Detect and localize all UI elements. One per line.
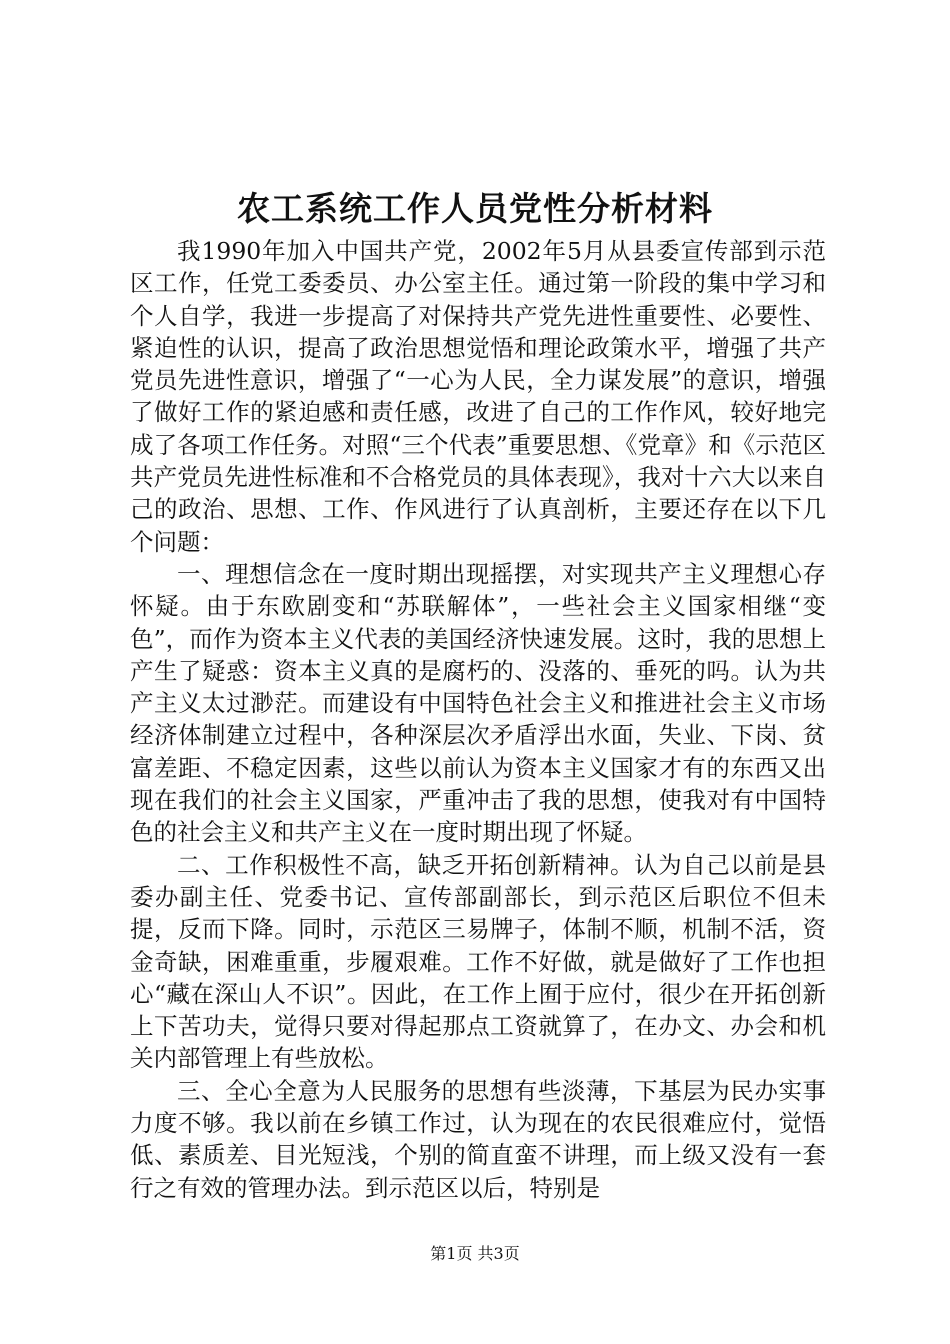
- paragraph-point-2: 二、工作积极性不高，缺乏开拓创新精神。认为自己以前是县委办副主任、党委书记、宣传部副部长，到示范区后职位不但未提，反而下降。同时，示范区三易牌子，体制不顺，机制不活，资金奇缺，困难重重，步履艰难。工作不好做，就是做好了工作也担心“藏在深山人不识”。因此，在工作上囿于应付，很少在开拓创新上下苦功夫，觉得只要对得起那点工资就算了，在办文、办会和机关内部管理上有些放松。: [130, 850, 826, 1073]
- page-number-footer: 第1页 共3页: [430, 1244, 520, 1263]
- paragraph-point-3: 三、全心全意为人民服务的思想有些淡薄，下基层为民办实事力度不够。我以前在乡镇工作过，认为现在的农民很难应付，觉悟低、素质差、目光短浅，个别的简直蛮不讲理，而上级又没有一套行之有效的管理办法。到示范区以后，特别是: [130, 1076, 826, 1202]
- document-title: 农工系统工作人员党性分析材料: [237, 189, 713, 228]
- paragraph-point-1: 一、理想信念在一度时期出现摇摆，对实现共产主义理想心存怀疑。由于东欧剧变和“苏联解体”，一些社会主义国家相继“变色”，而作为资本主义代表的美国经济快速发展。这时，我的思想上产生了疑惑：资本主义真的是腐朽的、没落的、垂死的吗。认为共产主义太过渺茫。而建设有中国特色社会主义和推进社会主义市场经济体制建立过程中，各种深层次矛盾浮出水面，失业、下岗、贫富差距、不稳定因素，这些以前认为资本主义国家才有的东西又出现在我们的社会主义国家，严重冲击了我的思想，使我对有中国特色的社会主义和共产主义在一度时期出现了怀疑。: [130, 559, 826, 847]
- document-body: [130, 235, 826, 1204]
- paragraph-intro: 我1990年加入中国共产党，2002年5月从县委宣传部到示范区工作，任党工委委员、办公室主任。通过第一阶段的集中学习和个人自学，我进一步提高了对保持共产党先进性重要性、必要性、紧迫性的认识，提高了政治思想觉悟和理论政策水平，增强了共产党员先进性意识，增强了“一心为人民，全力谋发展”的意识，增强了做好工作的紧迫感和责任感，改进了自己的工作作风，较好地完成了各项工作任务。对照“三个代表”重要思想、《党章》和《示范区共产党员先进性标准和不合格党员的具体表现》，我对十六大以来自己的政治、思想、工作、作风进行了认真剖析，主要还存在以下几个问题：: [130, 237, 826, 556]
